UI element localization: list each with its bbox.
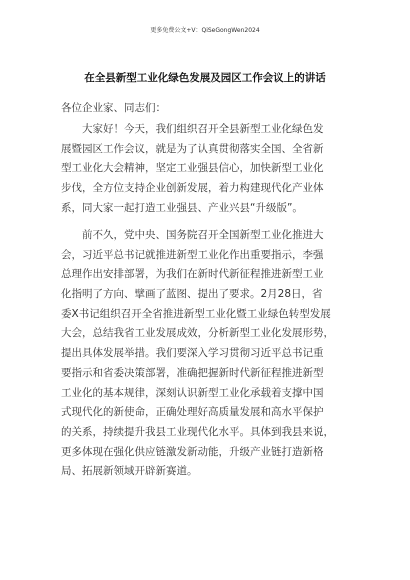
paragraph-line: 型工业化大会精神，坚定工业强县信心，加快新型工业化 [61,162,324,175]
paragraph-line: 大家好！今天，我们组织召开全县新型工业化绿色发 [82,123,324,135]
paragraph-line: 更多体现在强化供应链激发新动能，升级产业链打造新格 [61,445,324,458]
paragraph-line: 化指明了方向、擘画了蓝图、提出了要求。2月28日，省 [61,288,323,301]
paragraph-line: 大会，总结我省工业发展成效，分析新型工业化发展形势， [61,327,334,340]
paragraph-line: 前不久，党中央、国务院召开全国新型工业化推进大 [82,229,324,241]
paragraph-line: 式现代化的新使命，正确处理好高质量发展和高水平保护 [61,406,324,419]
paragraph-line: 的关系，持续提升我县工业现代化水平。具体到我县来说， [61,425,334,438]
paragraph-line: 要指示和省委决策部署，准确把握新时代新征程推进新型 [61,366,324,379]
paragraph-line: 系，同大家一起打造工业强县、产业兴县“升级版”。 [61,201,303,214]
paragraph-2 [61,226,353,482]
paragraph-line: 会，习近平总书记就推进新型工业化作出重要指示，李强 [61,248,324,261]
header-note: 更多免费公文+V：QiSeGongWen2024 [150,27,260,34]
paragraph-line: 局、拓展新领域开辟新赛道。 [61,465,198,478]
paragraph-line: 步伐，全方位支持企业创新发展，着力构建现代化产业体 [61,182,324,195]
greeting-line: 各位企业家、同志们： [61,102,166,114]
paragraph-1 [61,120,353,218]
document-title: 在全县新型工业化绿色发展及园区工作会议上的讲话 [84,72,326,84]
paragraph-line: 展暨园区工作会议，就是为了认真贯彻落实全国、全省新 [61,142,324,155]
paragraph-line: 提出具体发展举措。我们要深入学习贯彻习近平总书记重 [61,347,324,360]
paragraph-line: 工业化的基本规律，深刻认识新型工业化承载着支撑中国 [61,386,324,399]
paragraph-line: 委X书记组织召开全省推进新型工业化暨工业绿色转型发展 [61,307,331,320]
paragraph-line: 总理作出安排部署，为我们在新时代新征程推进新型工业 [61,268,324,281]
